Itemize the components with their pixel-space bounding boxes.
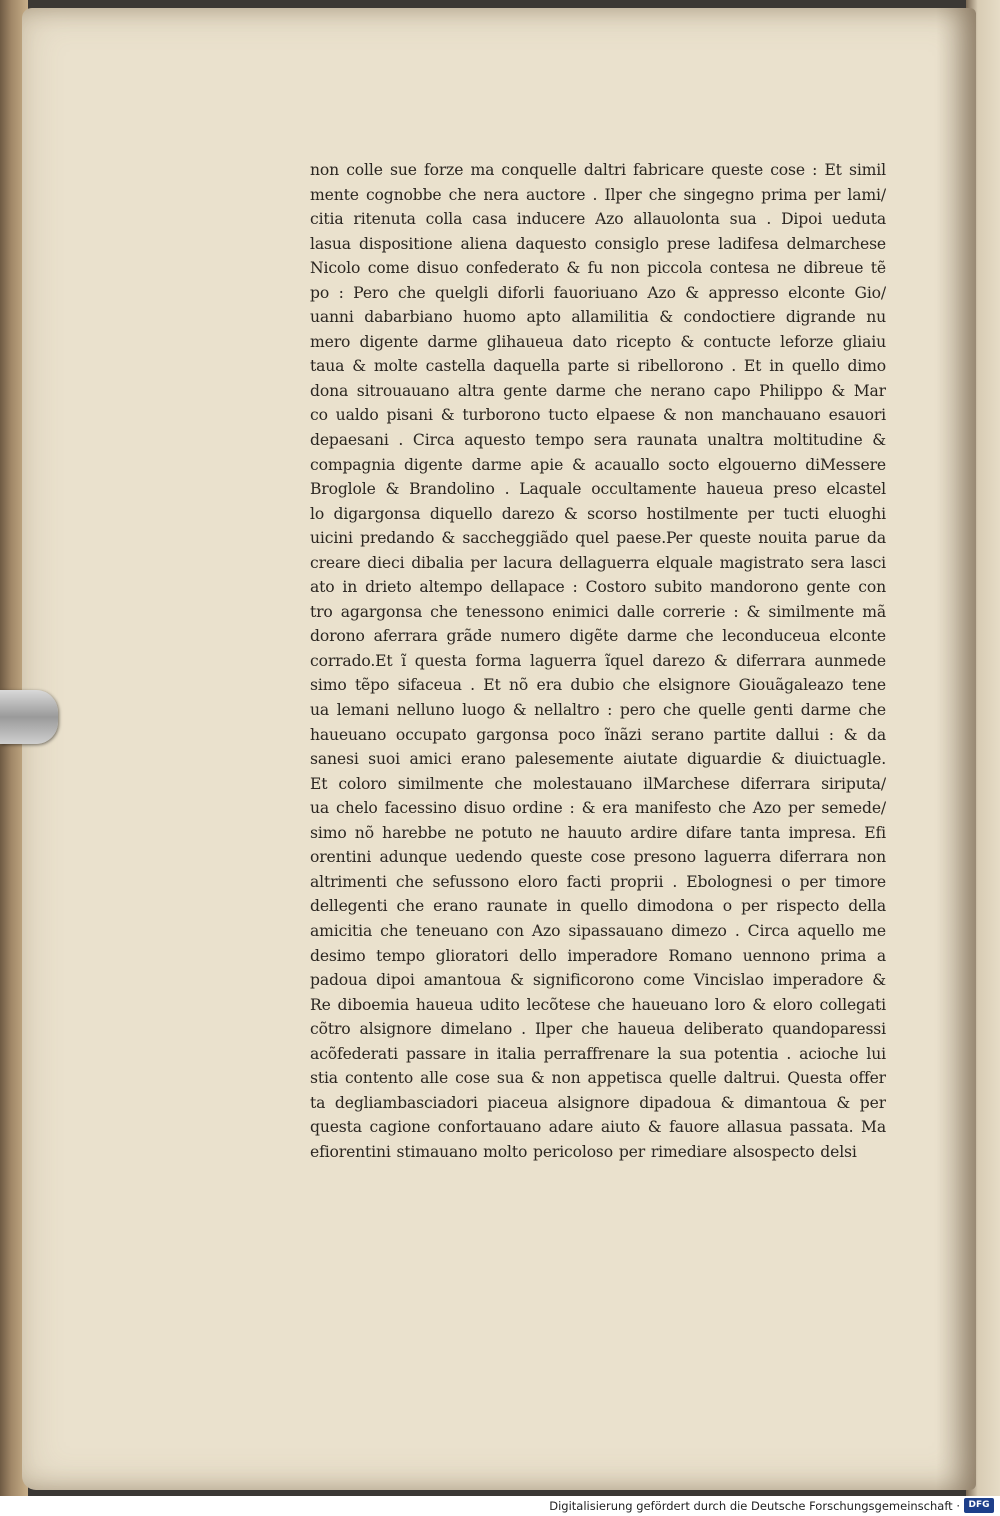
text-line: mente cognobbe che nera auctore . Ilper che singegno prima per lami/ [310, 185, 886, 204]
text-line: compagnia digente darme apie & acauallo socto elgouerno diMessere [310, 455, 886, 474]
text-line: mero digente darme glihaueua dato ricepto & contucte leforze gliaiu [310, 332, 886, 351]
text-line: ua lemani nelluno luogo & nellaltro : pero che quelle genti darme che [310, 701, 886, 720]
footer-bar [0, 1496, 1000, 1516]
text-line: sanesi suoi amici erano palesemente aiutate diguardie & diuictuagle. [310, 750, 886, 769]
text-line: corrado.Et ĩ questa forma laguerra ĩquel darezo & diferrara aunmede [310, 651, 886, 670]
text-line: uanni dabarbiano huomo apto allamilitia & condoctiere digrande nu [310, 308, 886, 327]
text-line: uicini predando & saccheggiãdo quel paese.Per queste nouita parue da [310, 529, 886, 548]
text-line: Et coloro similmente che molestauano ilMarchese diferrara siriputa/ [310, 774, 886, 793]
text-line: citia ritenuta colla casa inducere Azo allauolonta sua . Dipoi ueduta [310, 210, 886, 229]
text-line: lasua dispositione aliena daquesto consiglo prese ladifesa delmarchese [310, 234, 886, 253]
text-line: dorono aferrara grãde numero digẽte darme che leconduceua elconte [310, 627, 886, 646]
text-line: Nicolo come disuo confederato & fu non piccola contesa ne dibreue tẽ [310, 259, 886, 278]
text-line: lo digargonsa diquello darezo & scorso hostilmente per tucti eluoghi [310, 504, 886, 523]
text-line: simo tẽpo sifaceua . Et nõ era dubio che elsignore Giouãgaleazo tene [310, 676, 886, 695]
text-line: padoua dipoi amantoua & significorono come Vincislao imperadore & [310, 971, 886, 990]
footer-credit-text: Digitalisierung gefördert durch die Deutsche Forschungsgemeinschaft · [549, 1499, 960, 1513]
text-line: simo nõ harebbe ne potuto ne hauuto ardire difare tanta impresa. Efi [310, 823, 886, 842]
dfg-logo: DFG [964, 1498, 994, 1513]
text-line: orentini adunque uedendo queste cose presono laguerra diferrara non [310, 848, 886, 867]
text-line: Re diboemia haueua udito lecõtese che haueuano loro & eloro collegati [310, 995, 886, 1014]
text-line: dona sitrouauano altra gente darme che nerano capo Philippo & Mar [310, 381, 886, 400]
text-line: efiorentini stimauano molto pericoloso per rimediare alsospecto delsi [310, 1142, 857, 1161]
text-line: ato in drieto altempo dellapace : Costoro subito mandorono gente con [310, 578, 886, 597]
text-line: ua chelo facessino disuo ordine : & era manifesto che Azo per semede/ [310, 799, 886, 818]
text-line: dellegenti che erano raunate in quello dimodona o per rispecto della [310, 897, 886, 916]
text-line: cõtro alsignore dimelano . Ilper che haueua deliberato quandoparessi [310, 1020, 886, 1039]
text-line: taua & molte castella daquella parte si ribellorono . Et in quello dimo [310, 357, 886, 376]
text-line: Broglole & Brandolino . Laquale occultamente haueua preso elcastel [310, 480, 886, 499]
page-clip [0, 690, 58, 744]
text-line: desimo tempo glioratori dello imperadore Romano uennono prima a [310, 946, 886, 965]
text-line: stia contento alle cose sua & non appetisca quelle daltrui. Questa offer [310, 1069, 886, 1088]
text-line: amicitia che teneuano con Azo sipassauano dimezo . Circa aquello me [310, 921, 886, 940]
binding-gutter-shadow [936, 8, 976, 1490]
text-line: haueuano occupato gargonsa poco ĩnãzi serano partite dallui : & da [310, 725, 886, 744]
text-line: creare dieci dibalia per lacura dellaguerra elquale magistrato sera lasci [310, 553, 886, 572]
text-line: non colle sue forze ma conquelle daltri fabricare queste cose : Et simil [310, 161, 886, 179]
text-line: ta degliambasciadori piaceua alsignore dipadoua & dimantoua & per [310, 1093, 886, 1112]
text-line: acõfederati passare in italia perraffrenare la sua potentia . acioche lui [310, 1044, 886, 1063]
text-line: altrimenti che sefussono eloro facti proprii . Ebolognesi o per timore [310, 872, 886, 891]
text-line: depaesani . Circa aquesto tempo sera raunata unaltra moltitudine & [310, 431, 886, 450]
text-line: co ualdo pisani & turborono tucto elpaese & non manchauano esauori [310, 406, 886, 425]
text-line: questa cagione confortauano adare aiuto & fauore allasua passata. Ma [310, 1118, 886, 1137]
text-line: po : Pero che quelgli diforli fauoriuano Azo & appresso elconte Gio/ [310, 283, 886, 302]
main-text-block [310, 158, 886, 1164]
text-line: tro agargonsa che tenessono enimici dalle correrie : & similmente mã [310, 602, 886, 621]
